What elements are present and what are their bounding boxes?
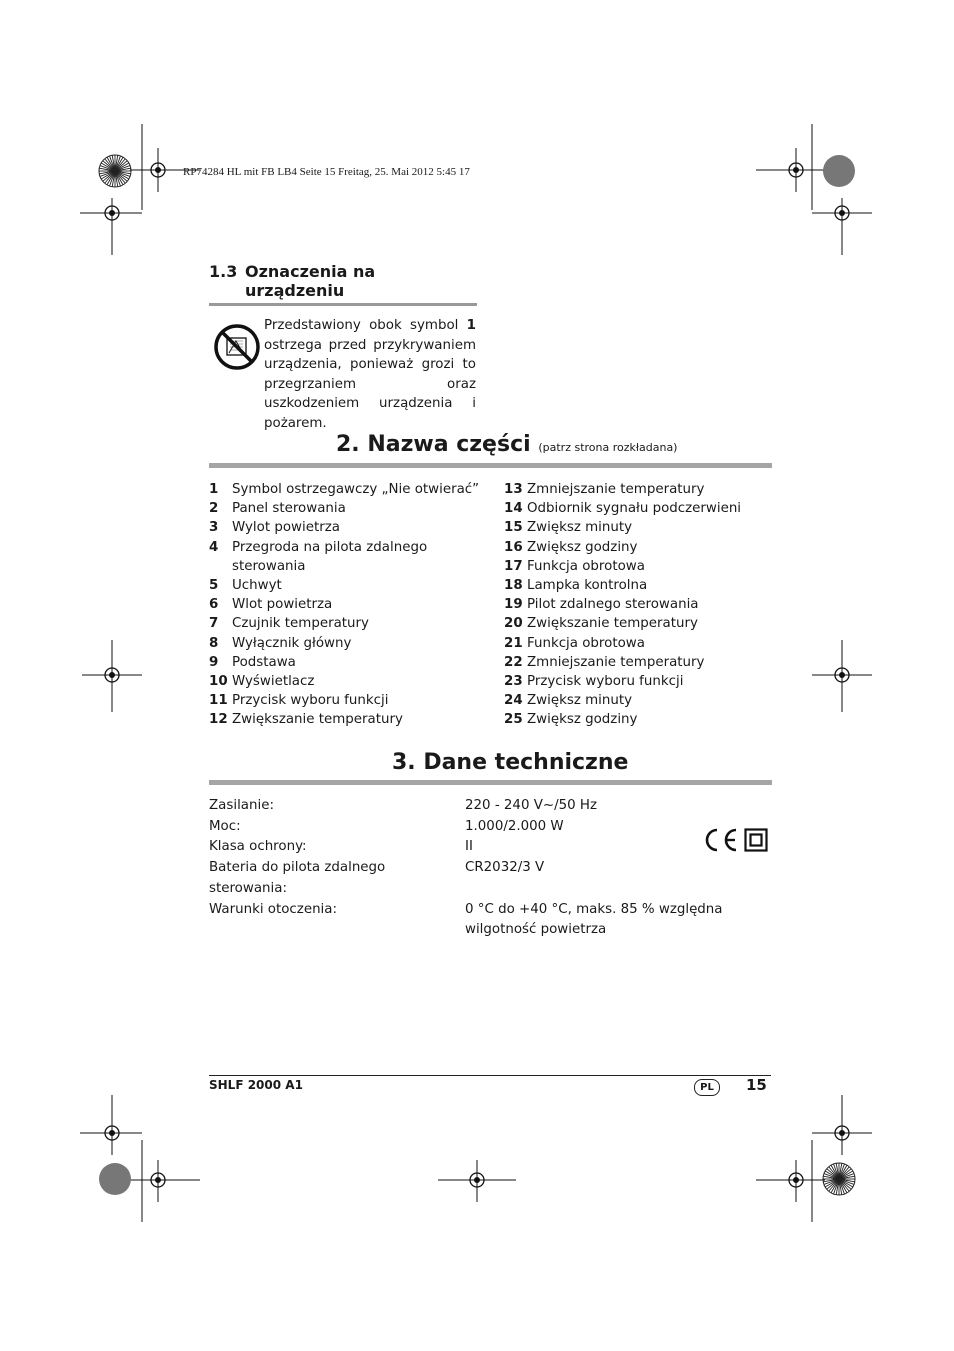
part-item bbox=[209, 672, 499, 691]
part-number: 19 bbox=[504, 597, 523, 613]
part-item bbox=[504, 691, 774, 710]
part-label: Lampka kontrolna bbox=[527, 578, 648, 594]
section-2-heading bbox=[336, 432, 677, 457]
tech-key: Moc: bbox=[209, 818, 241, 834]
tech-value: 220 - 240 V~/50 Hz bbox=[465, 798, 598, 813]
part-number: 17 bbox=[504, 558, 523, 574]
part-label: Symbol ostrzegawczy „Nie otwierać” bbox=[232, 482, 480, 497]
language-badge: PL bbox=[694, 1079, 720, 1096]
part-label: Funkcja obrotowa bbox=[527, 558, 645, 574]
part-item bbox=[209, 710, 499, 729]
part-item bbox=[504, 499, 774, 518]
part-item bbox=[209, 595, 499, 614]
part-item bbox=[504, 634, 774, 653]
part-label: Zwiększ godziny bbox=[527, 539, 638, 555]
footer-model: SHLF 2000 A1 bbox=[209, 1078, 303, 1092]
part-number: 9 bbox=[209, 654, 219, 670]
section-3-heading bbox=[392, 750, 628, 775]
section-title-line2: urządzeniu bbox=[245, 281, 345, 300]
tech-key: Klasa ochrony: bbox=[209, 839, 307, 855]
tech-key: Warunki otoczenia: bbox=[209, 901, 337, 917]
part-number: 24 bbox=[504, 693, 523, 709]
tech-key: Zasilanie: bbox=[209, 798, 274, 813]
ce-mark-icon bbox=[700, 827, 740, 853]
tech-row bbox=[209, 796, 727, 817]
tech-row bbox=[209, 858, 727, 899]
part-item bbox=[209, 499, 499, 518]
part-number: 8 bbox=[209, 635, 219, 651]
part-label: Przycisk wyboru funkcji bbox=[527, 674, 684, 690]
part-label: Zwiększ godziny bbox=[527, 712, 638, 728]
part-number: 10 bbox=[209, 674, 228, 690]
part-label: Zmniejszanie temperatury bbox=[527, 482, 705, 497]
part-item bbox=[504, 576, 774, 595]
part-label: Uchwyt bbox=[232, 578, 282, 594]
part-item bbox=[504, 653, 774, 672]
part-label: Wyłącznik główny bbox=[232, 635, 352, 651]
part-label: Czujnik temperatury bbox=[232, 616, 369, 632]
no-cover-warning-icon bbox=[212, 322, 262, 372]
part-number: 22 bbox=[504, 654, 523, 670]
section-2-note: (patrz strona rozkładana) bbox=[538, 441, 678, 454]
part-label: Zwiększ minuty bbox=[527, 520, 633, 536]
part-number: 4 bbox=[209, 539, 219, 555]
part-number: 16 bbox=[504, 539, 523, 555]
tech-value: 1.000/2.000 W bbox=[465, 818, 564, 834]
part-number: 1 bbox=[209, 482, 219, 497]
part-number: 6 bbox=[209, 597, 219, 613]
part-item bbox=[504, 480, 774, 499]
section-2-rule bbox=[209, 463, 772, 468]
part-item bbox=[504, 538, 774, 557]
part-label: Panel sterowania bbox=[232, 501, 346, 517]
part-number: 21 bbox=[504, 635, 523, 651]
protection-class-ii-icon bbox=[744, 828, 768, 852]
part-number: 18 bbox=[504, 578, 523, 594]
part-label: Zwiększanie temperatury bbox=[527, 616, 698, 632]
part-number: 25 bbox=[504, 712, 523, 728]
part-number: 2 bbox=[209, 501, 219, 517]
part-label: Funkcja obrotowa bbox=[527, 635, 645, 651]
tech-row bbox=[209, 837, 727, 858]
part-label: Przycisk wyboru funkcji bbox=[232, 693, 389, 709]
footer-rule bbox=[209, 1075, 771, 1076]
part-number: 13 bbox=[504, 482, 523, 497]
part-number: 12 bbox=[209, 712, 228, 728]
tech-row bbox=[209, 817, 727, 838]
part-number: 5 bbox=[209, 578, 219, 594]
part-item bbox=[209, 614, 499, 633]
part-label: Wylot powietrza bbox=[232, 520, 340, 536]
part-number: 3 bbox=[209, 520, 219, 536]
part-item bbox=[209, 576, 499, 595]
part-number: 11 bbox=[209, 693, 228, 709]
part-item bbox=[504, 710, 774, 729]
part-label: Pilot zdalnego sterowania bbox=[527, 597, 699, 613]
part-item bbox=[504, 614, 774, 633]
part-label: Odbiornik sygnału podczerwieni bbox=[527, 501, 742, 517]
tech-value: CR2032/3 V bbox=[465, 860, 545, 876]
section-3-title: 3. Dane techniczne bbox=[392, 750, 629, 775]
tech-value: 0 °C do +40 °C, maks. 85 % względna wilgotność powietrza bbox=[465, 901, 723, 938]
tech-key: Bateria do pilota zdalnego sterowania: bbox=[209, 860, 386, 896]
part-number: 14 bbox=[504, 501, 523, 517]
section-1-3-rule bbox=[209, 303, 477, 306]
part-label: Zwiększanie temperatury bbox=[232, 712, 403, 728]
part-item bbox=[209, 518, 499, 537]
print-info: RP74284 HL mit FB LB4 Seite 15 Freitag, 25. Mai 2012 5:45 17 bbox=[183, 166, 470, 178]
section-2-title: 2. Nazwa części bbox=[336, 432, 531, 457]
section-1-3-heading bbox=[209, 262, 477, 300]
section-3-rule bbox=[209, 780, 772, 785]
part-label: Przegroda na pilota zdalnego sterowania bbox=[232, 539, 428, 574]
part-item bbox=[504, 595, 774, 614]
part-item bbox=[504, 672, 774, 691]
tech-value: II bbox=[465, 839, 473, 855]
part-item bbox=[209, 480, 499, 499]
part-label: Wlot powietrza bbox=[232, 597, 333, 613]
part-number: 7 bbox=[209, 616, 219, 632]
page-number: 15 bbox=[746, 1076, 767, 1094]
part-item bbox=[209, 538, 499, 576]
part-item bbox=[209, 634, 499, 653]
part-label: Podstawa bbox=[232, 654, 296, 670]
part-item bbox=[504, 518, 774, 537]
warning-description: Przedstawiony obok symbol 1 ostrzega przed przykrywaniem urządzenia, ponieważ grozi to przegrzaniem oraz uszkodzeniem urządzenia i pożarem. bbox=[264, 318, 476, 431]
part-item bbox=[504, 557, 774, 576]
part-label: Zwiększ minuty bbox=[527, 693, 633, 709]
technical-data-table bbox=[209, 796, 727, 941]
parts-list-right bbox=[504, 480, 774, 730]
part-item bbox=[209, 691, 499, 710]
part-number: 15 bbox=[504, 520, 523, 536]
parts-list-left bbox=[209, 480, 499, 730]
part-number: 20 bbox=[504, 616, 523, 632]
part-item bbox=[209, 653, 499, 672]
section-number: 1.3 bbox=[209, 262, 238, 281]
part-number: 23 bbox=[504, 674, 523, 690]
part-label: Zmniejszanie temperatury bbox=[527, 654, 705, 670]
part-label: Wyświetlacz bbox=[232, 674, 315, 690]
tech-row bbox=[209, 900, 727, 941]
section-title-line1: Oznaczenia na bbox=[245, 262, 376, 281]
